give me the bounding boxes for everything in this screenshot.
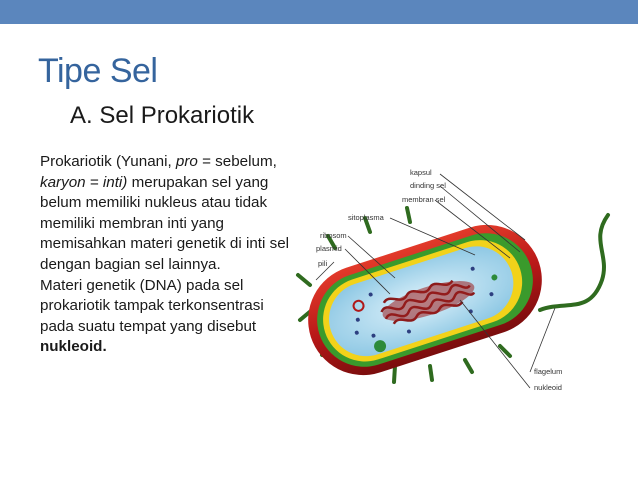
- slide-title: Tipe Sel: [38, 52, 158, 90]
- label-pili: pili: [318, 259, 328, 268]
- label-kapsul: kapsul: [410, 168, 432, 177]
- slide-subtitle: A. Sel Prokariotik: [70, 102, 255, 129]
- top-accent-bar: [0, 0, 638, 24]
- prokaryotic-cell-diagram: [290, 160, 638, 400]
- label-flagelum: flagelum: [534, 367, 563, 376]
- paragraph-definition: Prokariotik (Yunani, pro = sebelum, karyon = inti) merupakan sel yang belum memiliki nukleus atau tidak memiliki membran inti yang memisahkan materi genetik di inti sel dengan bagian sel lainnya.: [40, 153, 290, 273]
- body-text: [40, 152, 290, 358]
- label-nukleoid: nukleoid: [534, 383, 562, 392]
- flagellum: [540, 215, 608, 310]
- label-ribosom: ribosom: [320, 231, 347, 240]
- paragraph-nucleoid: Materi genetik (DNA) pada sel prokariotik tampak terkonsentrasi pada suatu tempat yang disebut nukleoid.: [40, 276, 264, 356]
- label-sitoplasma: sitoplasma: [348, 213, 384, 222]
- label-membran-sel: membran sel: [402, 195, 446, 204]
- label-plasmid: plasmid: [316, 244, 342, 253]
- label-dinding-sel: dinding sel: [410, 181, 446, 190]
